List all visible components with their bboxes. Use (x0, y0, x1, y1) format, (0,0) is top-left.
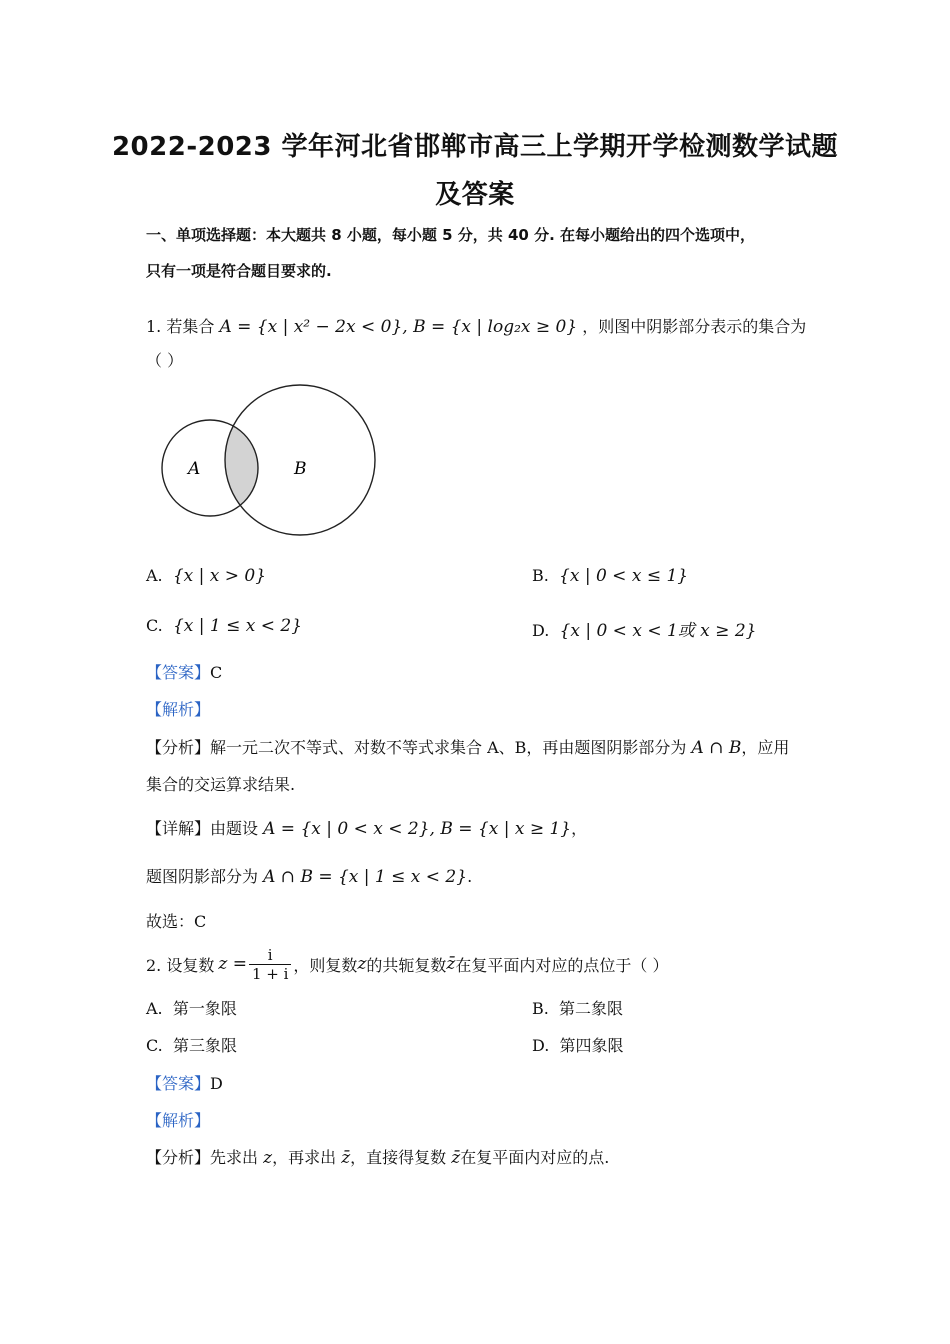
q2-suffix-3: 在复平面内对应的点位于（ ） (455, 955, 669, 975)
q2-stem (146, 942, 668, 986)
q1-result-end: . (467, 867, 473, 886)
q2-fenxi (146, 1145, 609, 1168)
q2-prefix: 2. 设复数 (146, 955, 215, 975)
q2-answer-value: D (210, 1074, 223, 1093)
q1-option-a-text: {x | x > 0} (172, 566, 267, 586)
q1-option-b (532, 566, 688, 586)
q1-option-c (146, 616, 302, 636)
q1-result (146, 864, 472, 887)
q2-option-d-label: D. (532, 1036, 550, 1055)
q1-set-expression: A = {x | x² − 2x < 0}, B = {x | log₂x ≥ 0} (219, 317, 578, 337)
q2-option-d (532, 1033, 624, 1056)
q1-result-math: A ∩ B = {x | 1 ≤ x < 2} (263, 867, 468, 887)
q2-zbar: z̄ (446, 954, 456, 974)
q2-suffix-2: 的共轭复数 (366, 955, 447, 975)
q1-suffix: ，则图中阴影部分表示的集合为 (582, 317, 807, 336)
q2-option-d-text: 第四象限 (559, 1036, 624, 1055)
q1-stem (146, 314, 806, 337)
q2-fenxi-3: ，直接得复数 (350, 1148, 447, 1167)
q1-answer (146, 660, 222, 683)
q2-answer-tag: 【答案】 (146, 1074, 211, 1093)
q2-fenxi-2: ，再求出 (272, 1148, 337, 1167)
q2-option-a-text: 第一象限 (172, 999, 237, 1018)
q1-jiexi-tag: 【解析】 (146, 700, 211, 719)
section-header-line-1: 一、单项选择题：本大题共 8 小题，每小题 5 分，共 40 分. 在每小题给出的四个选项中， (146, 226, 756, 244)
q1-xiangjie (146, 816, 587, 839)
q1-option-d-text: {x | 0 < x < 1或 x ≥ 2} (559, 621, 757, 641)
q2-option-b (532, 996, 623, 1019)
q2-option-c (146, 1033, 237, 1056)
q1-answer-value: C (210, 663, 223, 682)
q1-option-c-text: {x | 1 ≤ x < 2} (172, 616, 303, 636)
venn-diagram (150, 384, 390, 544)
q2-fraction-denominator: 1 + i (251, 964, 289, 983)
title-line-2: 及答案 (435, 180, 515, 210)
q2-fenxi-1: 先求出 (210, 1148, 259, 1167)
q1-option-d-label: D. (532, 621, 550, 640)
q2-fenxi-z: z (263, 1148, 273, 1168)
q2-jiexi-tag: 【解析】 (146, 1111, 211, 1130)
q1-xiangjie-math: A = {x | 0 < x < 2}, B = {x | x ≥ 1} (263, 819, 572, 839)
q1-option-a-label: A. (146, 566, 163, 585)
q1-option-b-label: B. (532, 566, 549, 585)
q2-fenxi-4: 在复平面内对应的点. (460, 1148, 610, 1167)
q1-guxuan: 故选：C (146, 912, 207, 931)
q1-xiangjie-end: ， (571, 819, 588, 838)
q1-fenxi-tag: 【分析】 (146, 738, 211, 757)
q2-fraction (249, 946, 291, 983)
q1-xiangjie-tag: 【详解】 (146, 819, 211, 838)
title-line-1: 2022-2023 学年河北省邯郸市高三上学期开学检测数学试题 (111, 132, 839, 162)
q2-option-b-label: B. (532, 999, 549, 1018)
q2-z-eq: z = (218, 954, 247, 974)
q1-answer-tag: 【答案】 (146, 663, 211, 682)
section-header-line-2: 只有一项是符合题目要求的. (146, 262, 332, 280)
q1-option-c-label: C. (146, 616, 163, 635)
q1-prefix: 1. 若集合 (146, 317, 215, 336)
q1-result-text: 题图阴影部分为 (146, 867, 259, 886)
q1-fenxi-text-1: 解一元二次不等式、对数不等式求集合 A、B，再由题图阴影部分为 (210, 738, 687, 757)
venn-label-a: A (188, 459, 201, 479)
q1-xiangjie-text: 由题设 (210, 819, 259, 838)
q2-answer (146, 1071, 223, 1094)
q1-fenxi-text-3: 集合的交运算求结果. (146, 775, 296, 794)
q2-option-a (146, 996, 237, 1019)
q1-option-b-text: {x | 0 < x ≤ 1} (559, 566, 689, 586)
venn-label-b: B (294, 459, 307, 479)
q1-fenxi-math: A ∩ B (691, 738, 742, 758)
q2-fenxi-tag: 【分析】 (146, 1148, 211, 1167)
q2-z: z (357, 954, 367, 974)
q1-fenxi (146, 735, 789, 758)
q2-fenxi-zbar: z̄ (341, 1148, 351, 1168)
q2-option-a-label: A. (146, 999, 163, 1018)
q2-fenxi-zbar-2: z̄ (451, 1148, 461, 1168)
q1-fenxi-text-2: ，应用 (741, 738, 790, 757)
q2-suffix-1: ，则复数 (293, 955, 358, 975)
q2-option-c-label: C. (146, 1036, 163, 1055)
q1-option-d (532, 616, 756, 641)
q2-option-b-text: 第二象限 (559, 999, 624, 1018)
q2-fraction-numerator: i (249, 946, 291, 965)
q1-option-a (146, 566, 266, 586)
q1-paren: （ ） (146, 351, 184, 370)
q2-option-c-text: 第三象限 (172, 1036, 237, 1055)
